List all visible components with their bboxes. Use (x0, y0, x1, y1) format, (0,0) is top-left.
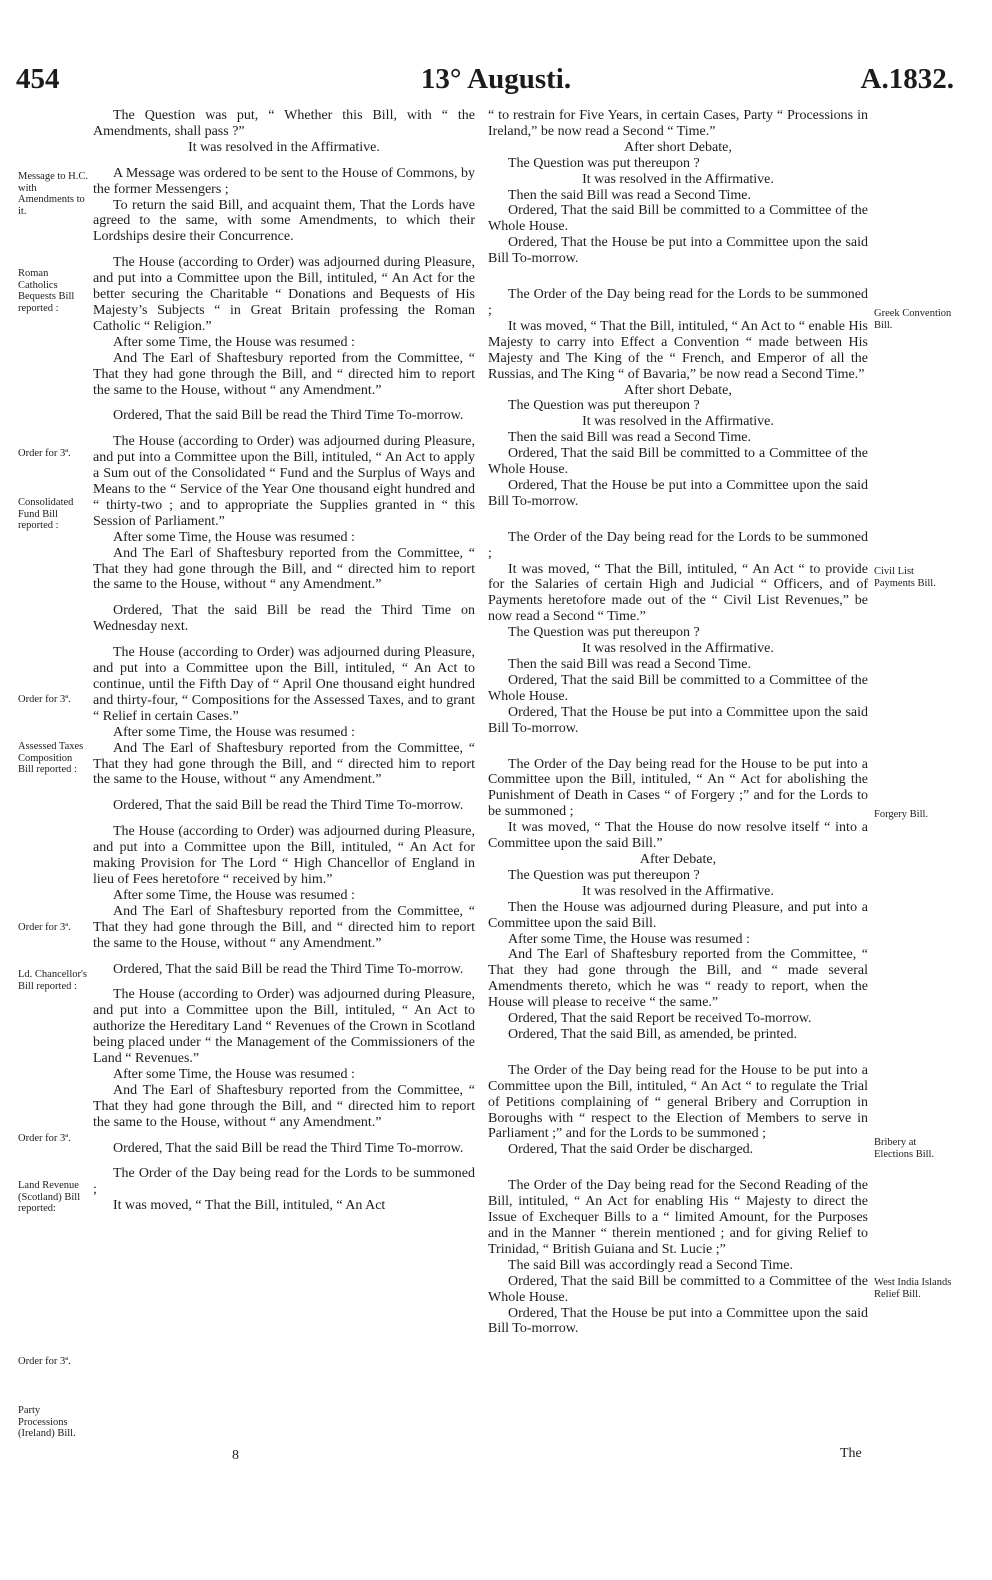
paragraph-gap (93, 593, 475, 603)
paragraph: And The Earl of Shaftesbury reported from the Committee, “ That they had gone through the Bill, and “ directed him to report the same to the House, without “ any Amendment.” (93, 740, 475, 788)
margin-note: Forgery Bill. (874, 809, 929, 820)
paragraph: Ordered, That the said Bill be read the Third Time To-morrow. (113, 798, 464, 814)
margin-note: Order for 3ª. (18, 448, 71, 459)
paragraph: Ordered, That the said Bill be committed to a Committee of the Whole House. (488, 672, 868, 704)
page-year: A.1832. (860, 63, 954, 95)
margin-note: Bribery at Elections Bill. (874, 1137, 935, 1160)
paragraph: Ordered, That the said Order be discharged. (508, 1142, 754, 1158)
paragraph: To return the said Bill, and acquaint them, That the Lords have agreed to the same, with some Amendments, to which their Lordships desire their Concurrence. (93, 197, 475, 245)
paragraph: Ordered, That the House be put into a Committee upon the said Bill To-morrow. (488, 477, 868, 509)
paragraph: Then the said Bill was read a Second Time. (508, 187, 752, 203)
margin-note: Greek Convention Bill. (874, 308, 952, 331)
paragraph: The House (according to Order) was adjourned during Pleasure, and put into a Committee upon the Bill, intituled, “ An Act for the better securing the Charitable “ Donations and Bequests of His Majesty’s Subjects “ in Great Britain professing the Roman Catholic “ Religion.” (93, 255, 475, 334)
paragraph: The House (according to Order) was adjourned during Pleasure, and put into a Committee upon the Bill, intituled, “ An Act to authorize the Hereditary Land “ Revenues of the Crown in Scotland being placed under “ the Management of the Commissioners of the Land “ Revenues.” (93, 987, 475, 1067)
paragraph: The Order of the Day being read for the Lords to be summoned ; (488, 287, 868, 318)
paragraph: It was moved, “ That the Bill, intituled, “ An Act (113, 1198, 386, 1214)
paragraph-gap (93, 156, 475, 166)
paragraph-gap (488, 1158, 868, 1178)
signature-mark: 8 (232, 1448, 239, 1463)
paragraph: Ordered, That the said Bill be read the Third Time To-morrow. (113, 1140, 464, 1156)
margin-note: Order for 3ª. (18, 922, 71, 933)
paragraph-gap (93, 952, 475, 962)
margin-note: Land Revenue (Scotland) Bill reported: (18, 1180, 81, 1214)
paragraph: It was resolved in the Affirmative. (188, 139, 380, 155)
paragraph: And The Earl of Shaftesbury reported from the Committee, “ That they had gone through the Bill, and “ directed him to report the same to the House, without “ any Amendment.” (93, 903, 475, 951)
margin-note: Roman Catholics Bequests Bill reported : (18, 268, 75, 314)
paragraph: After Debate, (639, 851, 717, 867)
margin-note: Civil List Payments Bill. (874, 566, 936, 589)
paragraph: And The Earl of Shaftesbury reported from the Committee, “ That they had gone through the Bill, and “ directed him to report the same to the House, without “ any Amendment.” (93, 545, 475, 593)
paragraph: Ordered, That the House be put into a Committee upon the said Bill To-morrow. (488, 704, 868, 736)
paragraph: After some Time, the House was resumed : (508, 931, 750, 947)
paragraph: It was moved, “ That the House do now resolve itself “ into a Committee upon the said Bill.” (488, 820, 868, 852)
paragraph: And The Earl of Shaftesbury reported from the Committee, “ That they had gone through the Bill, and “ directed him to report the same to the House, without “ any Amendment.” (93, 350, 475, 398)
paragraph: Ordered, That the said Bill be read the Third Time on Wednesday next. (93, 603, 475, 635)
page-header (0, 0, 992, 110)
paragraph: Ordered, That the House be put into a Committee upon the said Bill To-morrow. (488, 1305, 868, 1337)
paragraph: Ordered, That the said Bill be committed to a Committee of the Whole House. (488, 446, 868, 478)
paragraph-gap (488, 737, 868, 757)
paragraph: Ordered, That the said Bill, as amended, be printed. (508, 1026, 797, 1042)
margin-note: West India Islands Relief Bill. (874, 1277, 952, 1300)
paragraph: And The Earl of Shaftesbury reported from the Committee, “ That they had gone through the Bill, and “ directed him to report the same to the House, without “ any Amendment.” (93, 1082, 475, 1130)
paragraph: The Order of the Day being read for the Lords to be summoned ; (93, 1166, 475, 1198)
paragraph: The Order of the Day being read for the House to be put into a Committee upon the Bill, intituled, “ An Act “ to regulate the Trial of Petitions complaining of “ general Bribery and Corruption in Boroughs with “ respect to the Election of Members to serve in Parliament ;” and for the Lords to be summoned ; (488, 1062, 868, 1142)
paragraph-gap (488, 267, 868, 287)
paragraph: A Message was ordered to be sent to the House of Commons, by the former Messengers ; (93, 165, 475, 197)
paragraph: The Question was put, “ Whether this Bill, with “ the Amendments, shall pass ?” (93, 108, 475, 139)
right-column (488, 108, 868, 1337)
paragraph: It was resolved in the Affirmative. (582, 414, 774, 430)
paragraph-gap (93, 1131, 475, 1141)
paragraph: The Order of the Day being read for the Lords to be summoned ; (488, 529, 868, 561)
paragraph: After some Time, the House was resumed : (113, 724, 355, 740)
margin-note: Message to H.C. with Amendments to it. (18, 171, 88, 217)
paragraph: And The Earl of Shaftesbury reported from the Committee, “ That they had gone through the Bill, and “ made several Amendments thereto, which he was “ ready to report, when the House will please to receive “ the same.” (488, 947, 868, 1011)
paragraph: Ordered, That the said Bill be committed to a Committee of the Whole House. (488, 203, 868, 235)
paragraph: It was resolved in the Affirmative. (582, 641, 774, 657)
left-column (93, 108, 475, 1214)
paragraph-gap (93, 788, 475, 798)
paragraph-gap (93, 398, 475, 408)
paragraph: The Question was put thereupon ? (508, 398, 700, 414)
paragraph: The said Bill was accordingly read a Second Time. (508, 1257, 793, 1273)
paragraph: It was moved, “ That the Bill, intituled, “ An Act to “ enable His Majesty to carry into Effect a Convention “ made between His Majesty and The King of the “ French, and Emperor of all the Russias, and The King “ of Bavaria,” be now read a Second Time.” (488, 318, 868, 382)
paragraph: Ordered, That the said Report be received To-morrow. (508, 1011, 812, 1027)
paragraph: Then the House was adjourned during Pleasure, and put into a Committee upon the said Bill. (488, 899, 868, 931)
margin-note: Consolidated Fund Bill reported : (18, 497, 74, 531)
paragraph-gap (93, 245, 475, 255)
margin-note: Order for 3ª. (18, 1133, 71, 1144)
paragraph: Then the said Bill was read a Second Time. (508, 430, 752, 446)
paragraph-gap (93, 424, 475, 434)
paragraph: The Order of the Day being read for the Second Reading of the Bill, intituled, “ An Act for enabling His “ Majesty to direct the Issue of Exchequer Bills to a “ limited Amount, for the Purposes and in the Manner “ therein mentioned ; and for giving Relief to Trinidad, “ British Guiana and St. Lucie ;” (488, 1178, 868, 1257)
paragraph: “ to restrain for Five Years, in certain Cases, Party “ Processions in Ireland,” be now read a Second “ Time.” (488, 108, 868, 139)
paragraph-gap (488, 1043, 868, 1063)
paragraph: Ordered, That the said Bill be read the Third Time To-morrow. (113, 961, 464, 977)
paragraph: The House (according to Order) was adjourned during Pleasure, and put into a Committee upon the Bill, intituled, “ An Act to continue, until the Fifth Day of “ April One thousand eight hundred and thirty-four, “ Compositions for the Assessed Taxes, and to grant “ Relief in certain Cases.” (93, 645, 475, 724)
margin-note: Order for 3ª. (18, 1356, 71, 1367)
page-title: 13° Augusti. (420, 63, 572, 95)
paragraph: The Question was put thereupon ? (508, 867, 700, 883)
paragraph: Then the said Bill was read a Second Time. (508, 657, 752, 672)
margin-note: Party Processions (Ireland) Bill. (18, 1405, 76, 1439)
paragraph: After short Debate, (624, 139, 732, 155)
paragraph: After some Time, the House was resumed : (113, 334, 355, 350)
paragraph: The Question was put thereupon ? (508, 155, 700, 171)
margin-note: Assessed Taxes Composition Bill reported : (18, 741, 84, 775)
paragraph: The House (according to Order) was adjourned during Pleasure, and put into a Committee upon the Bill, intituled, “ An Act for making Provision for The Lord “ High Chancellor of England in lieu of Fees heretofore “ received by him.” (93, 824, 475, 887)
page-number: 454 (16, 63, 60, 95)
paragraph: After some Time, the House was resumed : (113, 1066, 355, 1082)
paragraph: It was moved, “ That the Bill, intituled, “ An Act “ to provide for the Salaries of certain High and Judicial “ Officers, and of Payments heretofore made out of the “ Civil List Revenues,” be now read a Second “ Time.” (488, 561, 868, 625)
paragraph: After short Debate, (624, 382, 732, 398)
paragraph: After some Time, the House was resumed : (113, 529, 355, 545)
paragraph-gap (93, 977, 475, 987)
paragraph: It was resolved in the Affirmative. (582, 883, 774, 899)
catchword: The (840, 1446, 862, 1461)
paragraph: The Order of the Day being read for the House to be put into a Committee upon the Bill, intituled, “ An “ Act for abolishing the Punishment of Death in Cases “ of Forgery ;” and for the Lords to be summoned ; (488, 756, 868, 820)
paragraph-gap (93, 635, 475, 645)
paragraph: Ordered, That the said Bill be committed to a Committee of the Whole House. (488, 1273, 868, 1305)
paragraph: The House (according to Order) was adjourned during Pleasure, and put into a Committee upon the Bill, intituled, “ An Act to apply a Sum out of the Consolidated “ Fund and the Surplus of Ways and Means to the “ Service of the Year One thousand eight hundred and “ thirty-two ; and to appropriate the Supplies granted in “ this Session of Parliament.” (93, 434, 475, 529)
margin-note: Order for 3ª. (18, 694, 71, 705)
paragraph: Ordered, That the said Bill be read the Third Time To-morrow. (113, 408, 464, 424)
paragraph-gap (488, 510, 868, 530)
paragraph: After some Time, the House was resumed : (113, 887, 355, 903)
margin-note: Ld. Chancellor's Bill reported : (18, 969, 87, 992)
paragraph: It was resolved in the Affirmative. (582, 171, 774, 187)
paragraph-gap (93, 1156, 475, 1166)
paragraph-gap (93, 814, 475, 824)
paragraph: The Question was put thereupon ? (508, 625, 700, 641)
paragraph: Ordered, That the House be put into a Committee upon the said Bill To-morrow. (488, 235, 868, 267)
